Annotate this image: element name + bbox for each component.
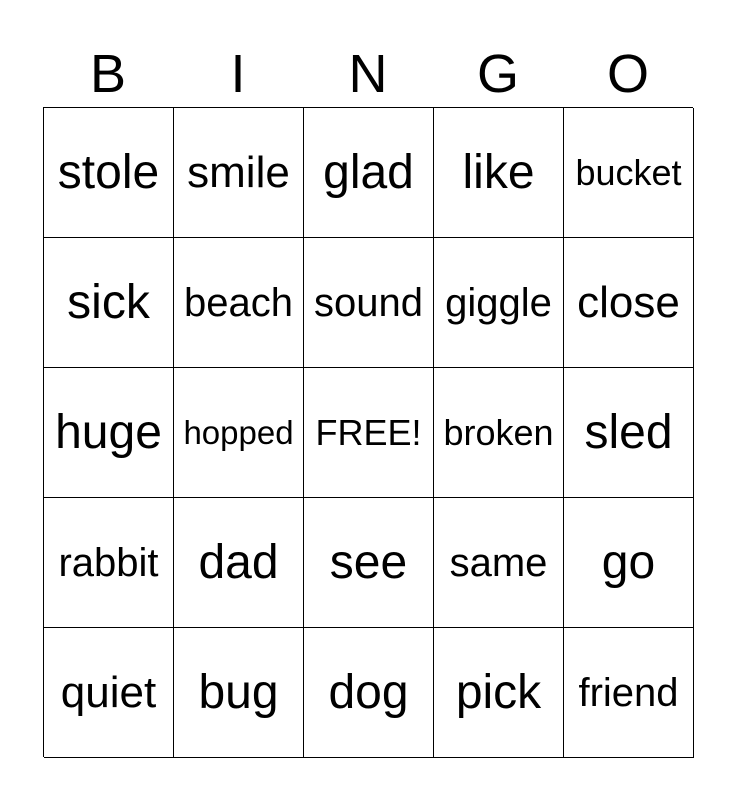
bingo-header [43,42,693,106]
bingo-cell-word: hopped [183,414,294,451]
bingo-cell-r5-c4[interactable] [434,628,564,758]
bingo-cell-word: dad [198,535,279,589]
bingo-cell-r3-c5[interactable] [564,368,694,498]
bingo-cell-word: glad [323,145,414,199]
header-letter-n: N [348,44,388,104]
bingo-cell-word: smile [187,147,290,197]
header-letter-g: G [476,44,519,104]
bingo-cell-word: bucket [575,151,682,193]
bingo-cell-word: huge [55,405,162,459]
bingo-cell-word: same [449,540,548,585]
bingo-cell-r3-c3[interactable] [304,368,434,498]
bingo-cell-r4-c4[interactable] [434,498,564,628]
bingo-cell-word: close [577,277,680,327]
bingo-cell-r3-c1[interactable] [44,368,174,498]
bingo-cell-word: dog [328,665,409,719]
bingo-cell-word: stole [57,145,160,199]
bingo-cell-r2-c4[interactable] [434,238,564,368]
bingo-cell-word: sound [314,280,423,325]
bingo-cell-r3-c2[interactable] [174,368,304,498]
bingo-cell-word: bug [198,665,279,719]
bingo-cell-r4-c1[interactable] [44,498,174,628]
bingo-cell-r1-c1[interactable] [44,108,174,238]
bingo-cell-r5-c3[interactable] [304,628,434,758]
bingo-cell-word: see [329,535,408,589]
bingo-cell-r1-c5[interactable] [564,108,694,238]
bingo-cell-r1-c4[interactable] [434,108,564,238]
bingo-cell-word: friend [578,670,679,715]
bingo-cell-word: broken [443,411,554,453]
bingo-cell-r1-c3[interactable] [304,108,434,238]
header-letter-i: I [230,44,246,104]
bingo-cell-word: rabbit [58,540,159,585]
bingo-cell-word: FREE! [315,411,422,453]
bingo-cell-r3-c4[interactable] [434,368,564,498]
header-letter-o: O [606,44,649,104]
bingo-cell-word: quiet [60,667,157,717]
bingo-cell-r4-c2[interactable] [174,498,304,628]
bingo-cell-r2-c5[interactable] [564,238,694,368]
bingo-cell-r4-c5[interactable] [564,498,694,628]
bingo-cell-r5-c5[interactable] [564,628,694,758]
header-letter-b: B [89,44,127,104]
bingo-cell-r5-c2[interactable] [174,628,304,758]
bingo-cell-r2-c2[interactable] [174,238,304,368]
bingo-cell-word: giggle [445,280,552,325]
bingo-board [43,107,693,757]
bingo-cell-r2-c3[interactable] [304,238,434,368]
bingo-cell-r4-c3[interactable] [304,498,434,628]
bingo-cell-word: go [601,535,656,589]
bingo-cell-word: beach [184,280,293,325]
bingo-cell-word: sled [584,405,673,459]
bingo-cell-r5-c1[interactable] [44,628,174,758]
bingo-cell-word: pick [455,665,542,719]
bingo-cell-r1-c2[interactable] [174,108,304,238]
bingo-cell-word: sick [67,275,150,329]
bingo-cell-word: like [462,145,535,199]
bingo-cell-r2-c1[interactable] [44,238,174,368]
